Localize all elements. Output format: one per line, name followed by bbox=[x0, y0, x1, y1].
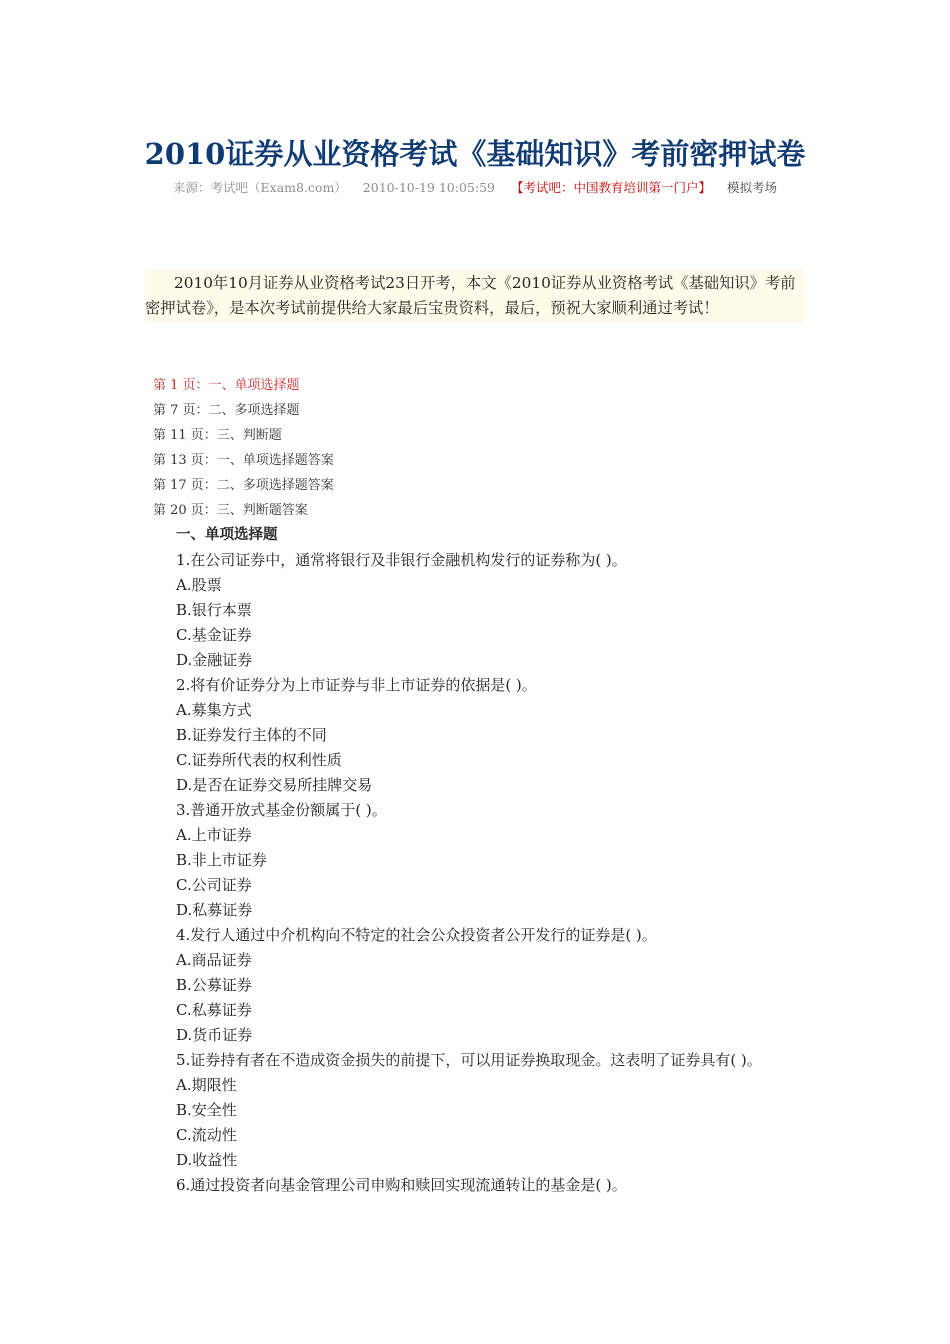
option-c: C.基金证券 bbox=[176, 626, 252, 644]
toc-item-page-11[interactable]: 第 11 页：三、判断题 bbox=[153, 428, 282, 443]
page-toc bbox=[153, 373, 334, 523]
option-c: C.私募证券 bbox=[176, 1001, 252, 1019]
option-a: A.股票 bbox=[176, 576, 222, 594]
toc-item-page-7[interactable]: 第 7 页：二、多项选择题 bbox=[153, 403, 300, 418]
article-body bbox=[145, 523, 810, 1198]
question-text: 3.普通开放式基金份额属于( )。 bbox=[176, 801, 387, 819]
option-d: D.是否在证券交易所挂牌交易 bbox=[176, 776, 373, 794]
option-d: D.金融证券 bbox=[176, 651, 253, 669]
question-text: 1.在公司证券中，通常将银行及非银行金融机构发行的证券称为( )。 bbox=[176, 551, 627, 569]
option-d: D.货币证券 bbox=[176, 1026, 253, 1044]
option-b: B.证券发行主体的不同 bbox=[176, 726, 327, 744]
question-2 bbox=[145, 673, 810, 798]
publish-datetime: 2010-10-19 10:05:59 bbox=[362, 180, 495, 195]
option-b: B.非上市证券 bbox=[176, 851, 267, 869]
option-a: A.商品证券 bbox=[176, 951, 252, 969]
mock-exam-link[interactable]: 模拟考场 bbox=[726, 180, 777, 195]
intro-paragraph: 2010年10月证券从业资格考试23日开考，本文《2010证券从业资格考试《基础知识》考前密押试卷》，是本次考试前提供给大家最后宝贵资料，最后，预祝大家顺利通过考试！ bbox=[145, 269, 805, 323]
option-c: C.流动性 bbox=[176, 1126, 237, 1144]
option-a: A.期限性 bbox=[176, 1076, 237, 1094]
option-b: B.安全性 bbox=[176, 1101, 237, 1119]
option-b: B.银行本票 bbox=[176, 601, 252, 619]
option-a: A.上市证券 bbox=[176, 826, 252, 844]
question-5 bbox=[145, 1048, 810, 1173]
option-d: D.私募证券 bbox=[176, 901, 253, 919]
portal-link[interactable]: 【考试吧：中国教育培训第一门户】 bbox=[510, 180, 711, 195]
option-d: D.收益性 bbox=[176, 1151, 238, 1169]
toc-item-page-20[interactable]: 第 20 页：三、判断题答案 bbox=[153, 503, 308, 518]
option-c: C.公司证券 bbox=[176, 876, 252, 894]
page-title: 2010证券从业资格考试《基础知识》考前密押试卷 bbox=[144, 137, 806, 171]
question-text: 6.通过投资者向基金管理公司申购和赎回实现流通转让的基金是( )。 bbox=[176, 1176, 627, 1194]
question-1 bbox=[145, 548, 810, 673]
toc-item-page-13[interactable]: 第 13 页：一、单项选择题答案 bbox=[153, 453, 334, 468]
option-a: A.募集方式 bbox=[176, 701, 252, 719]
toc-item-page-1[interactable]: 第 1 页：一、单项选择题 bbox=[153, 378, 300, 393]
section-heading: 一、单项选择题 bbox=[176, 527, 278, 543]
question-6 bbox=[145, 1173, 810, 1198]
question-4 bbox=[145, 923, 810, 1048]
option-b: B.公募证券 bbox=[176, 976, 252, 994]
question-text: 2.将有价证券分为上市证券与非上市证券的依据是( )。 bbox=[176, 676, 537, 694]
question-text: 4.发行人通过中介机构向不特定的社会公众投资者公开发行的证券是( )。 bbox=[176, 926, 657, 944]
article-meta bbox=[0, 178, 950, 196]
option-c: C.证券所代表的权利性质 bbox=[176, 751, 342, 769]
question-3 bbox=[145, 798, 810, 923]
source-label: 来源：考试吧（Exam8.com） bbox=[173, 180, 347, 195]
toc-item-page-17[interactable]: 第 17 页：二、多项选择题答案 bbox=[153, 478, 334, 493]
question-text: 5.证券持有者在不造成资金损失的前提下，可以用证券换取现金。这表明了证券具有( )。 bbox=[176, 1051, 762, 1069]
